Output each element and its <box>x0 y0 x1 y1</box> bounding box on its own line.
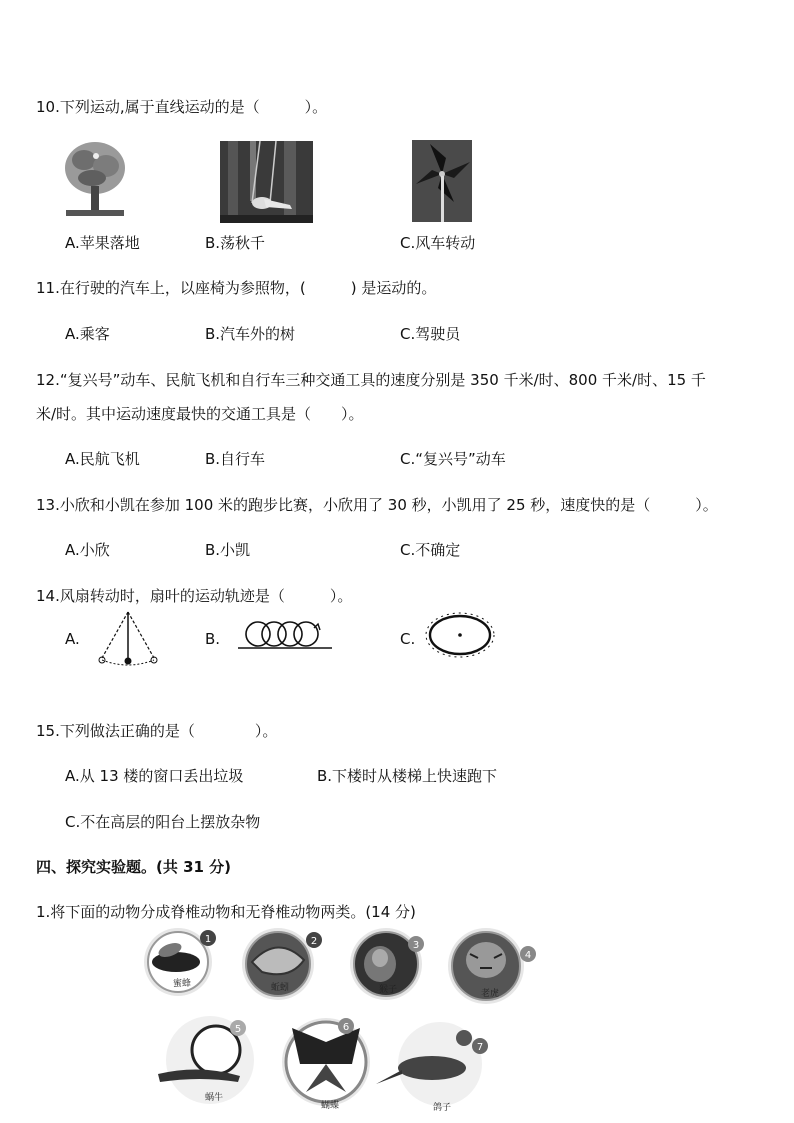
question-14-text: 14.风扇转动时，扇叶的运动轨迹是（ ）。 <box>36 587 353 605</box>
animal-label-bee: 蜜蜂 <box>172 979 192 989</box>
question-15-text: 15.下列做法正确的是（ ）。 <box>36 722 278 740</box>
q14-option-a: A. <box>65 630 80 648</box>
q10-option-b: B.荡秋千 <box>205 234 266 252</box>
animal-label-pigeon: 鸽子 <box>432 1103 452 1113</box>
tiger-picture <box>448 928 536 1004</box>
animal-label-snail: 蜗牛 <box>204 1093 224 1103</box>
animal-number-5: 5 <box>234 1024 242 1035</box>
question-10-text: 10.下列运动,属于直线运动的是（ ）。 <box>36 98 328 116</box>
pendulum-trajectory-icon <box>94 608 162 668</box>
swing-image <box>220 141 313 223</box>
spiral-trajectory-icon <box>236 616 336 656</box>
apple-tree-image <box>62 136 128 220</box>
q15-option-b: B.下楼时从楼梯上快速跑下 <box>317 767 498 785</box>
circle-trajectory-icon <box>424 612 496 658</box>
q14-option-c: C. <box>400 630 416 648</box>
q10-option-a: A.苹果落地 <box>65 234 140 252</box>
section-4-title: 四、探究实验题。(共 31 分) <box>36 858 232 876</box>
q11-option-b: B.汽车外的树 <box>205 325 296 343</box>
question-11-text: 11.在行驶的汽车上，以座椅为参照物，( ) 是运动的。 <box>36 279 437 297</box>
q13-option-c: C.不确定 <box>400 541 461 559</box>
q12-option-b: B.自行车 <box>205 450 266 468</box>
bee-picture <box>144 928 216 996</box>
exercise-1-text: 1.将下面的动物分成脊椎动物和无脊椎动物两类。(14 分) <box>36 903 416 921</box>
animals-figure <box>140 924 540 1114</box>
animal-number-1: 1 <box>204 934 212 945</box>
question-13-text: 13.小欣和小凯在参加 100 米的跑步比赛，小欣用了 30 秒，小凯用了 25 秒，速度快的是（ ）。 <box>36 496 718 514</box>
animal-label-monkey: 猴子 <box>378 985 398 995</box>
q12-option-a: A.民航飞机 <box>65 450 140 468</box>
q13-option-a: A.小欣 <box>65 541 110 559</box>
q11-option-c: C.驾驶员 <box>400 325 461 343</box>
earthworm-picture <box>242 928 322 1000</box>
pinwheel-image <box>412 140 472 222</box>
animal-number-2: 2 <box>310 936 318 947</box>
q10-option-c: C.风车转动 <box>400 234 476 252</box>
q15-option-a: A.从 13 楼的窗口丢出垃圾 <box>65 767 244 785</box>
animal-number-7: 7 <box>476 1042 484 1053</box>
animal-number-4: 4 <box>524 950 532 961</box>
animal-label-butterfly: 蝴蝶 <box>320 1101 340 1111</box>
animal-number-3: 3 <box>412 940 420 951</box>
q12-option-c: C.“复兴号”动车 <box>400 450 506 468</box>
animal-label-tiger: 老虎 <box>480 989 500 999</box>
animal-label-earthworm: 蚯蚓 <box>270 983 290 993</box>
question-12-line-2: 米/时。其中运动速度最快的交通工具是（ ）。 <box>36 405 364 423</box>
q11-option-a: A.乘客 <box>65 325 110 343</box>
question-12-line-1: 12.“复兴号”动车、民航飞机和自行车三种交通工具的速度分别是 350 千米/时、800 千米/时、15 千 <box>36 371 706 389</box>
q15-option-c: C.不在高层的阳台上摆放杂物 <box>65 813 261 831</box>
q13-option-b: B.小凯 <box>205 541 251 559</box>
q14-option-b: B. <box>205 630 221 648</box>
pigeon-picture <box>376 1022 488 1113</box>
monkey-picture <box>350 928 424 1000</box>
animal-number-6: 6 <box>342 1022 350 1033</box>
snail-picture <box>158 1016 254 1104</box>
butterfly-picture <box>282 1018 370 1111</box>
